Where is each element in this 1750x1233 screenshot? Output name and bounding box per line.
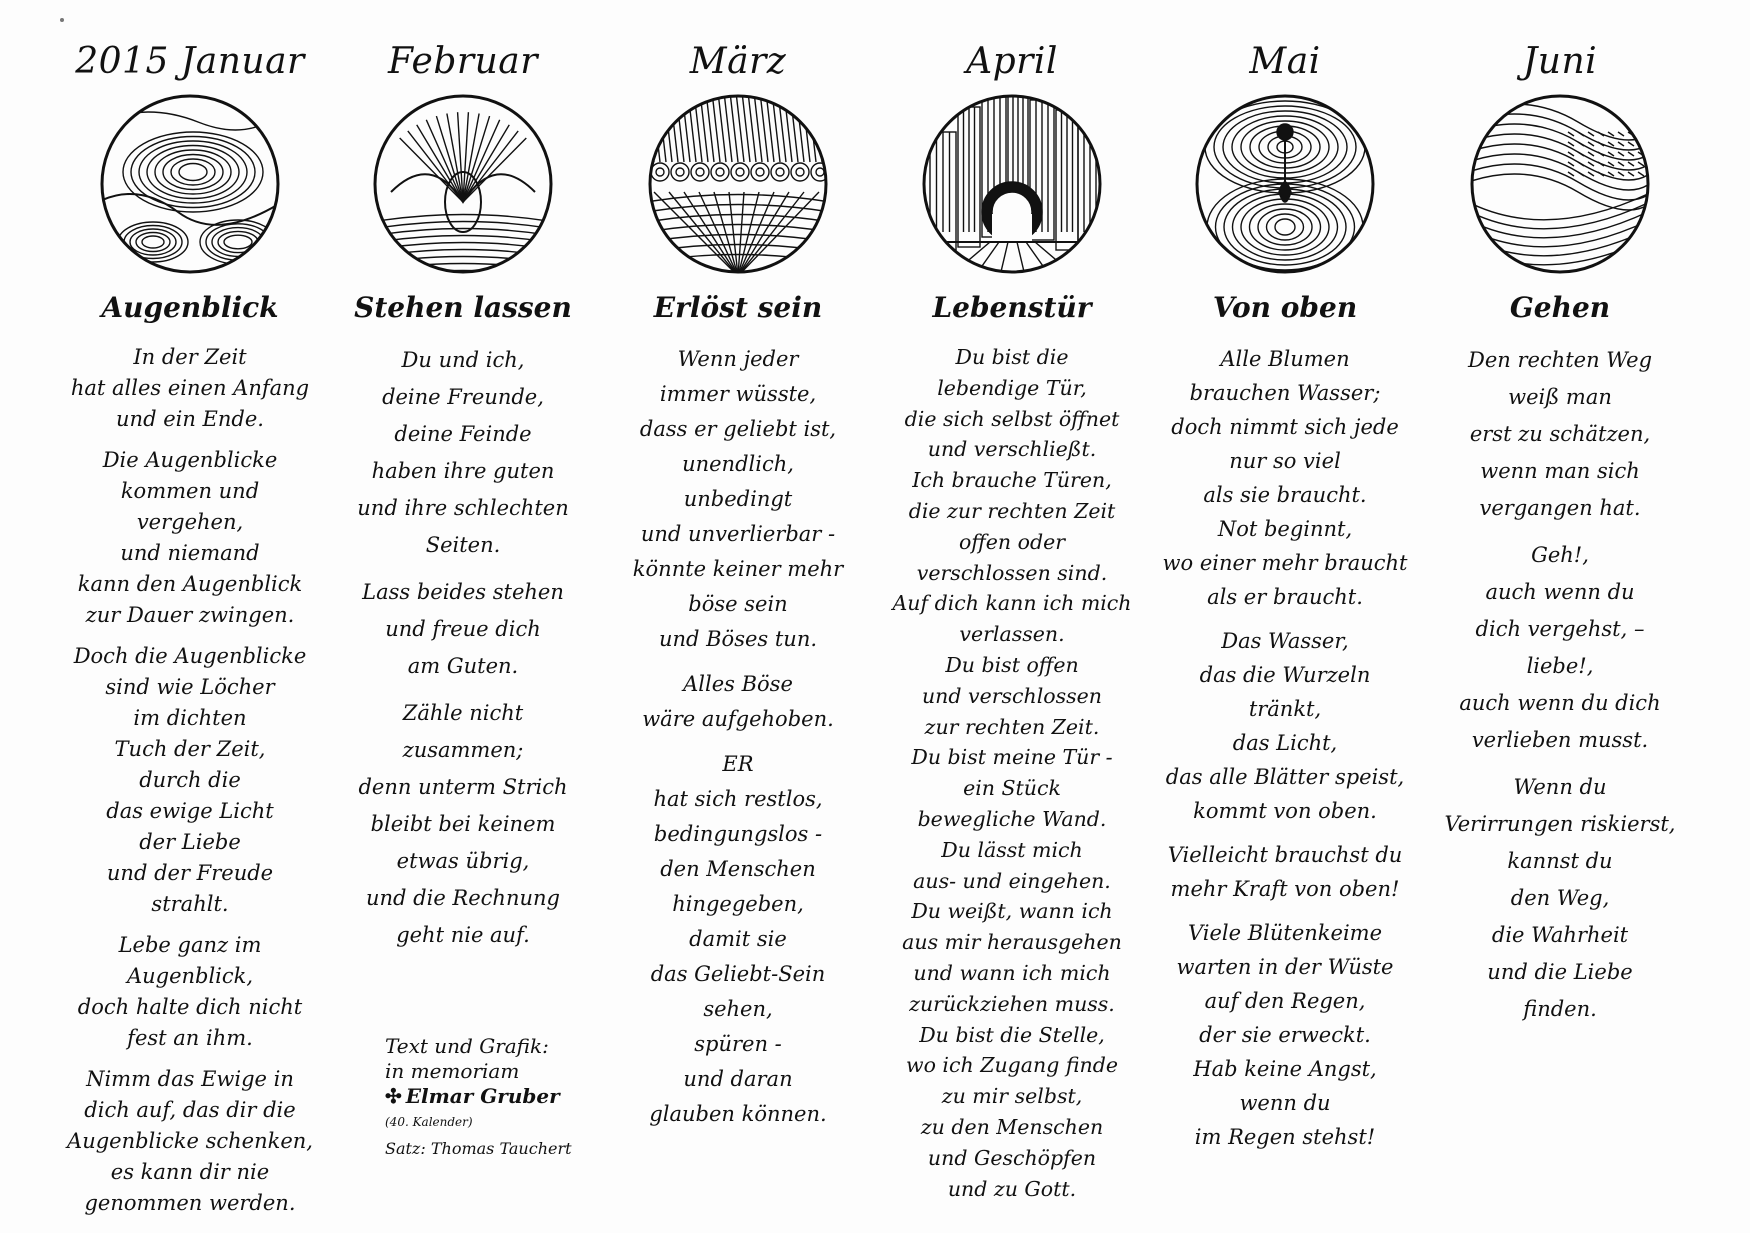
poem-line: zurückziehen muss. — [909, 991, 1115, 1016]
swirling-shells-circle-drawing-icon — [98, 92, 282, 276]
poem-line: als sie braucht. — [1203, 483, 1367, 507]
poem-line: Wenn du — [1513, 775, 1607, 799]
poem-line: geht nie auf. — [396, 923, 530, 947]
poem-line: finden. — [1523, 997, 1597, 1021]
water-drop-ripples-circle-drawing-icon — [1193, 92, 1377, 276]
poem-line: Verirrungen riskierst, — [1444, 812, 1676, 836]
poem-line: ein Stück — [963, 776, 1061, 801]
poem-line: Augenblicke schenken, — [67, 1129, 313, 1153]
poem-stanza — [55, 1064, 325, 1219]
poem-text — [328, 342, 598, 954]
poem-line: Alles Böse — [683, 672, 793, 696]
poem-line: auf den Regen, — [1204, 989, 1366, 1013]
poem-line: das ewige Licht — [106, 799, 274, 823]
poem-stanza — [603, 667, 873, 737]
poem-line: liebe!, — [1526, 654, 1594, 678]
poem-line: fest an ihm. — [127, 1026, 253, 1050]
poem-line: das Geliebt-Sein — [650, 962, 826, 986]
poem-stanza — [328, 574, 598, 685]
circle-illustration — [646, 92, 830, 276]
poem-line: Wenn jeder — [677, 347, 799, 371]
poem-line: Lass beides stehen — [362, 580, 564, 604]
month-column — [55, 40, 325, 1229]
poem-line: Du bist die — [955, 345, 1069, 369]
poem-line: Den rechten Weg — [1467, 348, 1653, 372]
poem-line: damit sie — [689, 927, 787, 951]
poem-line: verlieben musst. — [1471, 728, 1649, 752]
poem-line: und Geschöpfen — [927, 1145, 1097, 1170]
poem-line: bleibt bei keinem — [370, 812, 556, 836]
poem-stanza — [877, 342, 1147, 1204]
poem-line: sehen, — [703, 997, 773, 1021]
poem-line: haben ihre guten — [371, 459, 555, 483]
month-column — [328, 40, 598, 964]
poem-line: Du weißt, wann ich — [911, 899, 1113, 924]
month-column — [1425, 40, 1695, 1038]
poem-line: im dichten — [133, 706, 247, 730]
poem-line: doch nimmt sich jede — [1171, 415, 1399, 439]
poem-line: etwas übrig, — [396, 849, 530, 873]
poem-line: ER — [722, 752, 754, 776]
poem-line: und die Liebe — [1487, 960, 1633, 984]
poem-line: und freue dich — [385, 617, 541, 641]
poem-line: und zu Gott. — [947, 1176, 1077, 1201]
credits-typesetting: Satz: Thomas Tauchert — [385, 1139, 572, 1158]
poem-line: lebendige Tür, — [937, 375, 1087, 400]
poem-stanza — [328, 695, 598, 954]
poem-line: im Regen stehst! — [1194, 1125, 1376, 1149]
poem-line: wenn man sich — [1480, 459, 1640, 483]
city-towers-doorway-circle-drawing-icon — [920, 92, 1104, 276]
credits-edition: (40. Kalender) — [385, 1115, 473, 1129]
poem-line: Du und ich, — [401, 348, 525, 372]
memorial-cross-icon: ✣ — [385, 1084, 402, 1108]
poem-line: auch wenn du — [1485, 580, 1635, 604]
poem-stanza — [55, 342, 325, 435]
poem-line: unendlich, — [682, 452, 794, 476]
month-heading: Februar — [388, 41, 538, 82]
poem-stanza — [55, 641, 325, 920]
poem-line: kannst du — [1507, 849, 1613, 873]
circle-illustration — [1468, 92, 1652, 276]
poem-line: hat alles einen Anfang — [70, 376, 310, 400]
poem-line: denn unterm Strich — [358, 775, 568, 799]
poem-line: Vielleicht brauchst du — [1167, 843, 1403, 867]
poem-line: wenn du — [1239, 1091, 1331, 1115]
poem-line: die zur rechten Zeit — [908, 498, 1116, 523]
poem-line: und wann ich mich — [913, 960, 1111, 985]
poem-line: mehr Kraft von oben! — [1170, 877, 1400, 901]
poem-line: das die Wurzeln — [1199, 663, 1371, 687]
month-column — [877, 40, 1147, 1214]
poem-line: wo einer mehr braucht — [1162, 551, 1408, 575]
poem-line: vergangen hat. — [1479, 496, 1641, 520]
poem-line: und verschlossen — [921, 683, 1103, 708]
poem-line: und der Freude — [106, 861, 274, 885]
month-column — [1150, 40, 1420, 1164]
poem-text — [1150, 342, 1420, 1154]
poem-line: Du lässt mich — [941, 837, 1083, 862]
poem-line: tränkt, — [1248, 697, 1322, 721]
poem-line: Geh!, — [1531, 543, 1589, 567]
month-heading: 2015 Januar — [75, 41, 305, 82]
poem-line: Not beginnt, — [1217, 517, 1353, 541]
poem-stanza — [55, 930, 325, 1054]
poem-line: die sich selbst öffnet — [904, 406, 1120, 431]
poem-title: Stehen lassen — [354, 291, 572, 324]
poem-line: zur rechten Zeit. — [924, 714, 1100, 739]
poem-title: Lebenstür — [932, 291, 1092, 324]
poem-line: unbedingt — [683, 487, 793, 511]
poem-line: deine Freunde, — [382, 385, 544, 409]
poem-line: aus mir herausgehen — [902, 930, 1122, 955]
poem-line: deine Feinde — [394, 422, 532, 446]
fountain-plant-circle-drawing-icon — [371, 92, 555, 276]
poem-line: Seiten. — [425, 533, 501, 557]
poem-line: Ich brauche Türen, — [912, 468, 1112, 493]
poem-stanza — [1150, 342, 1420, 614]
poem-line: Hab keine Angst, — [1193, 1057, 1377, 1081]
poem-stanza — [603, 342, 873, 657]
poem-line: dich vergehst, – — [1475, 617, 1645, 641]
poem-stanza — [603, 747, 873, 1132]
flowing-paths-circle-drawing-icon — [1468, 92, 1652, 276]
poem-line: zu mir selbst, — [941, 1084, 1083, 1109]
poem-text — [603, 342, 873, 1132]
poem-line: wo ich Zugang finde — [906, 1053, 1118, 1078]
circle-illustration — [920, 92, 1104, 276]
poem-stanza — [1150, 838, 1420, 906]
poem-line: und unverlierbar - — [640, 522, 836, 546]
poem-line: kommt von oben. — [1193, 799, 1377, 823]
poem-line: Augenblick, — [126, 964, 254, 988]
poem-stanza — [1150, 916, 1420, 1154]
poem-line: immer wüsste, — [659, 382, 817, 406]
poem-line: das Licht, — [1232, 731, 1338, 755]
circle-illustration — [371, 92, 555, 276]
flowers-and-rain-circle-drawing-icon — [646, 92, 830, 276]
poem-line: zur Dauer zwingen. — [85, 603, 295, 627]
poem-line: hingegeben, — [672, 892, 804, 916]
poem-line: brauchen Wasser; — [1189, 381, 1381, 405]
poem-line: hat sich restlos, — [653, 787, 823, 811]
poem-line: nur so viel — [1229, 449, 1341, 473]
poem-line: Nimm das Ewige in — [86, 1067, 294, 1091]
poem-line: bewegliche Wand. — [917, 806, 1107, 831]
poem-line: und ihre schlechten — [357, 496, 569, 520]
poem-stanza — [1150, 624, 1420, 828]
poem-line: könnte keiner mehr — [632, 557, 844, 581]
poem-line: das alle Blätter speist, — [1165, 765, 1405, 789]
poem-line: am Guten. — [407, 654, 519, 678]
poem-stanza — [328, 342, 598, 564]
poem-line: wäre aufgehoben. — [642, 707, 834, 731]
circle-illustration — [1193, 92, 1377, 276]
poem-line: verschlossen sind. — [916, 560, 1108, 585]
month-heading: April — [966, 41, 1058, 82]
poem-line: weiß man — [1508, 385, 1612, 409]
poem-line: Doch die Augenblicke — [73, 644, 307, 668]
credits-block — [385, 1034, 572, 1163]
poem-title: Von oben — [1212, 291, 1358, 324]
poem-line: es kann dir nie — [110, 1160, 270, 1184]
poem-line: zusammen; — [402, 738, 524, 762]
poem-line: der Liebe — [139, 830, 241, 854]
poem-line: der sie erweckt. — [1199, 1023, 1371, 1047]
poem-line: Die Augenblicke — [102, 448, 278, 472]
poem-line: böse sein — [688, 592, 788, 616]
poem-line: In der Zeit — [133, 345, 247, 369]
poem-title: Augenblick — [101, 291, 279, 324]
poem-line: offen oder — [958, 529, 1066, 554]
poem-line: Du bist offen — [945, 652, 1079, 677]
month-heading: März — [689, 41, 787, 82]
poem-line: glauben können. — [649, 1102, 827, 1126]
poem-line: Tuch der Zeit, — [114, 737, 266, 761]
poem-line: spüren - — [694, 1032, 782, 1056]
poem-line: Lebe ganz im — [118, 933, 262, 957]
poem-line: den Weg, — [1510, 886, 1610, 910]
poem-line: auch wenn du dich — [1459, 691, 1661, 715]
month-heading: Mai — [1249, 41, 1321, 82]
poem-line: Du bist meine Tür - — [911, 745, 1113, 770]
poem-line: sind wie Löcher — [105, 675, 275, 699]
poem-text — [55, 342, 325, 1219]
poem-line: Das Wasser, — [1221, 629, 1349, 653]
poem-line: kann den Augenblick — [77, 572, 303, 596]
poem-text — [877, 342, 1147, 1204]
poem-line: Du bist die Stelle, — [919, 1022, 1105, 1047]
poem-line: und Böses tun. — [658, 627, 818, 651]
poem-line: Alle Blumen — [1220, 347, 1350, 371]
poem-line: verlassen. — [959, 622, 1065, 647]
poem-line: erst zu schätzen, — [1469, 422, 1651, 446]
poem-line: genommen werden. — [84, 1191, 296, 1215]
poem-stanza — [1425, 342, 1695, 527]
poem-line: und verschließt. — [927, 437, 1097, 462]
poem-line: Viele Blütenkeime — [1187, 921, 1383, 945]
poem-line: und die Rechnung — [366, 886, 560, 910]
poem-line: den Menschen — [660, 857, 816, 881]
poem-line: warten in der Wüste — [1176, 955, 1394, 979]
poem-line: Zähle nicht — [402, 701, 524, 725]
poem-stanza — [1425, 769, 1695, 1028]
poem-line: die Wahrheit — [1491, 923, 1629, 947]
poem-line: zu den Menschen — [920, 1114, 1104, 1139]
credits-author-line — [385, 1084, 572, 1109]
poem-line: vergehen, — [136, 510, 244, 534]
month-heading: Juni — [1522, 41, 1598, 82]
credits-author-name: Elmar Gruber — [405, 1084, 560, 1108]
poem-line: durch die — [139, 768, 241, 792]
poem-line: dass er geliebt ist, — [639, 417, 837, 441]
circle-illustration — [98, 92, 282, 276]
scan-speck — [60, 18, 64, 22]
poem-line: und niemand — [120, 541, 260, 565]
poem-line: kommen und — [120, 479, 260, 503]
poem-stanza — [55, 445, 325, 631]
poem-line: dich auf, das dir die — [84, 1098, 296, 1122]
poem-line: aus- und eingehen. — [913, 868, 1111, 893]
month-column — [603, 40, 873, 1142]
poem-title: Gehen — [1509, 291, 1611, 324]
credits-in-memoriam: in memoriam — [385, 1059, 520, 1083]
poem-line: Auf dich kann ich mich — [892, 591, 1132, 616]
poem-line: als er braucht. — [1207, 585, 1363, 609]
poem-line: doch halte dich nicht — [77, 995, 303, 1019]
poem-line: strahlt. — [151, 892, 229, 916]
poem-text — [1425, 342, 1695, 1028]
poem-line: und ein Ende. — [116, 407, 264, 431]
poem-title: Erlöst sein — [653, 291, 823, 324]
poem-line: bedingungslos - — [653, 822, 823, 846]
poem-stanza — [1425, 537, 1695, 759]
poem-line: und daran — [683, 1067, 793, 1091]
credits-text-and-graphics: Text und Grafik: — [385, 1034, 549, 1058]
